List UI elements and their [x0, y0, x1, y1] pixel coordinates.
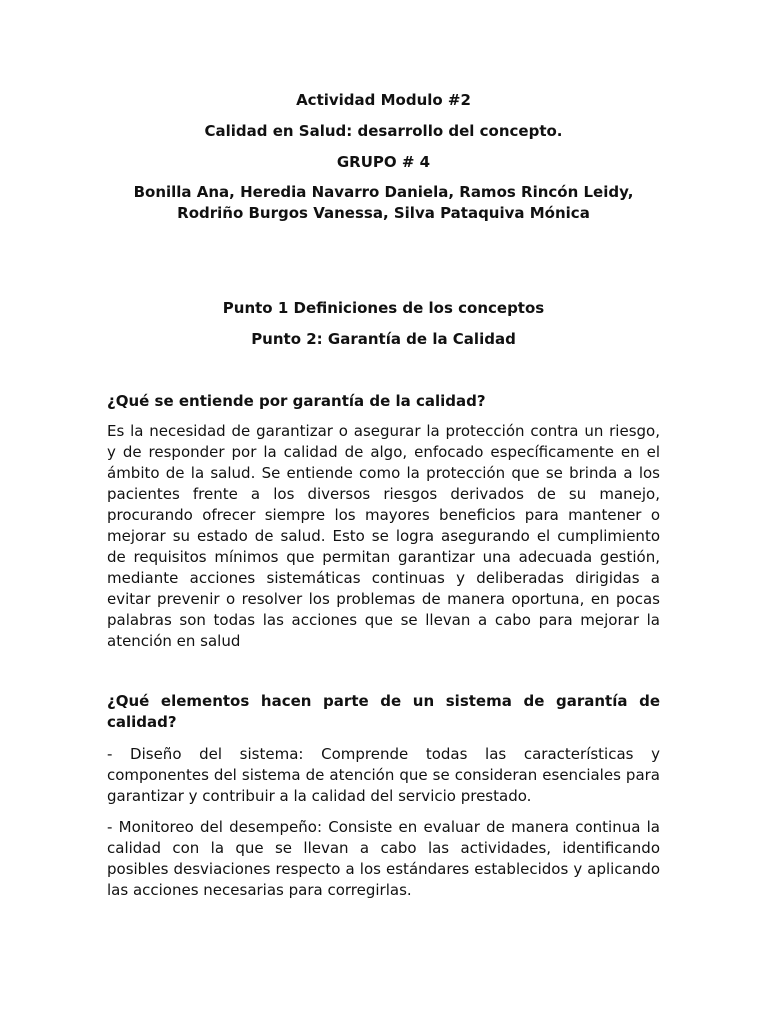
- activity-title: Actividad Modulo #2: [296, 91, 471, 109]
- subject-title: Calidad en Salud: desarrollo del concepto.: [204, 122, 563, 140]
- question-2-item-monitoring: - Monitoreo del desempeño: Consiste en evaluar de manera continua la calidad con la que se llevan a cabo las actividades, identificando posibles desviaciones respecto a los estándares establecidos y aplicando las acciones necesarias para corregirlas.: [107, 818, 660, 899]
- question-2-heading: ¿Qué elementos hacen parte de un sistema de garantía de calidad?: [107, 692, 660, 731]
- section-point-2: Punto 2: Garantía de la Calidad: [251, 330, 516, 348]
- question-1-heading: ¿Qué se entiende por garantía de la calidad?: [107, 392, 486, 410]
- group-title: GRUPO # 4: [336, 153, 431, 171]
- authors-list: Bonilla Ana, Heredia Navarro Daniela, Ramos Rincón Leidy, Rodriño Burgos Vanessa, Silva Pataquiva Mónica: [133, 183, 634, 222]
- section-point-1: Punto 1 Definiciones de los conceptos: [222, 299, 545, 317]
- question-2-item-design: - Diseño del sistema: Comprende todas las características y componentes del sistema de atención que se consideran esenciales para garantizar y contribuir a la calidad del servicio prestado.: [107, 745, 660, 805]
- question-1-answer: Es la necesidad de garantizar o asegurar la protección contra un riesgo, y de responder por la calidad de algo, enfocado específicamente en el ámbito de la salud. Se entiende como la protección que se brinda a los pacientes frente a los diversos riesgos derivados de su manejo, procurando ofrecer siempre los mayores beneficios para mantener o mejorar su estado de salud. Esto se logra asegurando el cumplimiento de requisitos mínimos que permitan garantizar una adecuada gestión, mediante acciones sistemáticas continuas y deliberadas dirigidas a evitar prevenir o resolver los problemas de manera oportuna, en pocas palabras son todas las acciones que se llevan a cabo para mejorar la atención en salud: [107, 422, 660, 650]
